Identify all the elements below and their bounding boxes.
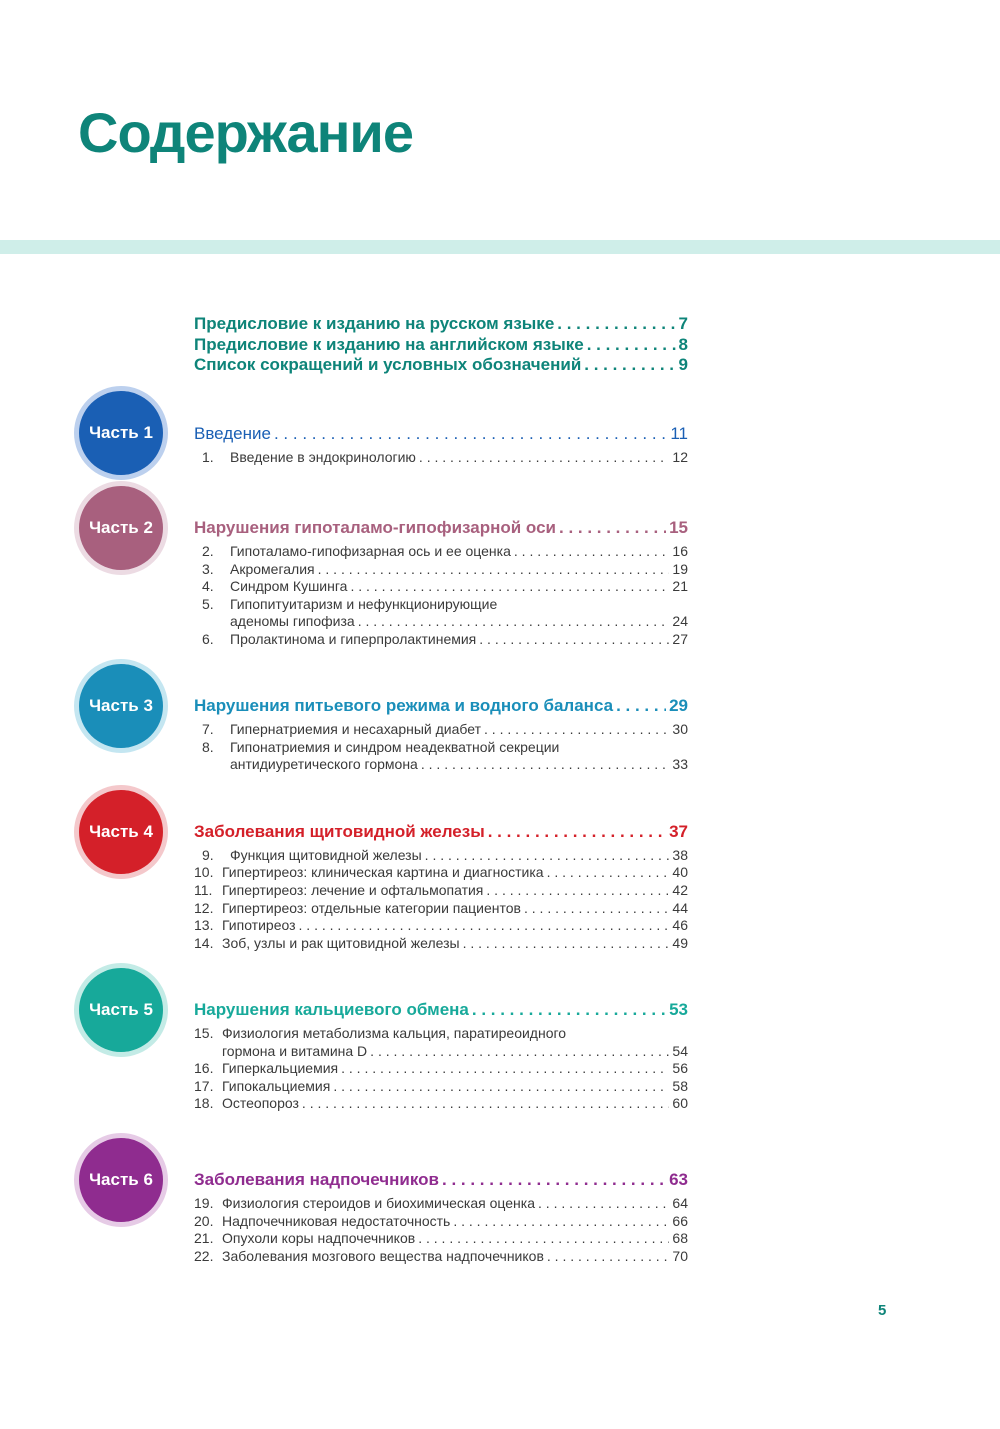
toc-entry-preface-ru[interactable] <box>194 314 688 334</box>
toc-entry-title: Предисловие к изданию на английском языке <box>194 335 584 354</box>
chapter-entry-15-line2[interactable]: гормона и витамина D . . . 54 <box>222 1043 688 1059</box>
chapter-entry-11[interactable]: 11. Гипертиреоз: лечение и офтальмопатия . . . 42 <box>194 882 688 898</box>
chapter-entry-21[interactable]: 21. Опухоли коры надпочечников . . . 68 <box>194 1230 688 1246</box>
part-4-title[interactable]: Заболевания щитовидной железы . . . 37 <box>194 822 688 842</box>
chapter-entry-5-line2[interactable]: аденомы гипофиза . . . 24 <box>230 613 688 629</box>
toc-entry-title: Предисловие к изданию на русском языке <box>194 314 555 333</box>
chapter-entry-16[interactable]: 16. Гиперкальциемия . . . 56 <box>194 1060 688 1076</box>
chapter-entry-20[interactable]: 20. Надпочечниковая недостаточность . . . 66 <box>194 1213 688 1229</box>
chapter-entry-13[interactable]: 13. Гипотиреоз . . . 46 <box>194 917 688 933</box>
chapter-entry-9[interactable]: 9. Функция щитовидной железы . . . 38 <box>202 847 688 863</box>
toc-entry-abbreviations[interactable] <box>194 355 688 375</box>
chapter-entry-22[interactable]: 22. Заболевания мозгового вещества надпочечников . . . 70 <box>194 1248 688 1264</box>
part-3-title[interactable]: Нарушения питьевого режима и водного баланса . . . 29 <box>194 696 688 716</box>
toc-entry-page: 9 <box>678 355 688 374</box>
toc-entry-page: 8 <box>678 335 688 354</box>
chapter-entry-2[interactable]: 2. Гипоталамо-гипофизарная ось и ее оценка . . . 16 <box>202 543 688 559</box>
part-1-title[interactable]: Введение . . . 11 <box>194 424 688 444</box>
header-band <box>0 240 1000 254</box>
chapter-entry-7[interactable]: 7. Гипернатриемия и несахарный диабет . . . 30 <box>202 721 688 737</box>
part-1-badge: Часть 1 <box>79 391 163 475</box>
toc-entry-page: 7 <box>678 314 688 333</box>
chapter-entry-10[interactable]: 10. Гипертиреоз: клиническая картина и диагностика . . . 40 <box>194 864 688 880</box>
part-6-badge: Часть 6 <box>79 1138 163 1222</box>
part-5-badge: Часть 5 <box>79 968 163 1052</box>
chapter-entry-12[interactable]: 12. Гипертиреоз: отдельные категории пациентов . . . 44 <box>194 900 688 916</box>
chapter-entry-19[interactable]: 19. Физиология стероидов и биохимическая оценка . . . 64 <box>194 1195 688 1211</box>
part-2-title[interactable]: Нарушения гипоталамо-гипофизарной оси . . . 15 <box>194 518 688 538</box>
part-5-title[interactable]: Нарушения кальциевого обмена . . . 53 <box>194 1000 688 1020</box>
chapter-entry-17[interactable]: 17. Гипокальциемия . . . 58 <box>194 1078 688 1094</box>
chapter-entry-8-line2[interactable]: антидиуретического гормона . . . 33 <box>230 756 688 772</box>
chapter-entry-18[interactable]: 18. Остеопороз . . . 60 <box>194 1095 688 1111</box>
chapter-entry-3[interactable]: 3. Акромегалия . . . 19 <box>202 561 688 577</box>
chapter-entry-14[interactable]: 14. Зоб, узлы и рак щитовидной железы . . . 49 <box>194 935 688 951</box>
part-4-badge: Часть 4 <box>79 790 163 874</box>
chapter-entry-15-line1[interactable]: 15. Физиология метаболизма кальция, паратиреоидного <box>194 1025 567 1041</box>
chapter-entry-4[interactable]: 4. Синдром Кушинга . . . 21 <box>202 578 688 594</box>
toc-entry-title: Список сокращений и условных обозначений <box>194 355 582 374</box>
toc-entry-preface-en[interactable] <box>194 335 688 355</box>
part-2-badge: Часть 2 <box>79 486 163 570</box>
part-6-title[interactable]: Заболевания надпочечников . . . 63 <box>194 1170 688 1190</box>
chapter-entry-1[interactable]: 1. Введение в эндокринологию . . . 12 <box>202 449 688 465</box>
part-3-badge: Часть 3 <box>79 664 163 748</box>
chapter-entry-5-line1[interactable]: 5. Гипопитуитаризм и нефункционирующие <box>202 596 498 612</box>
page-title: Содержание <box>78 101 413 164</box>
page-number: 5 <box>878 1302 887 1319</box>
chapter-entry-6[interactable]: 6. Пролактинома и гиперпролактинемия . . . 27 <box>202 631 688 647</box>
chapter-entry-8-line1[interactable]: 8. Гипонатриемия и синдром неадекватной секреции <box>202 739 560 755</box>
